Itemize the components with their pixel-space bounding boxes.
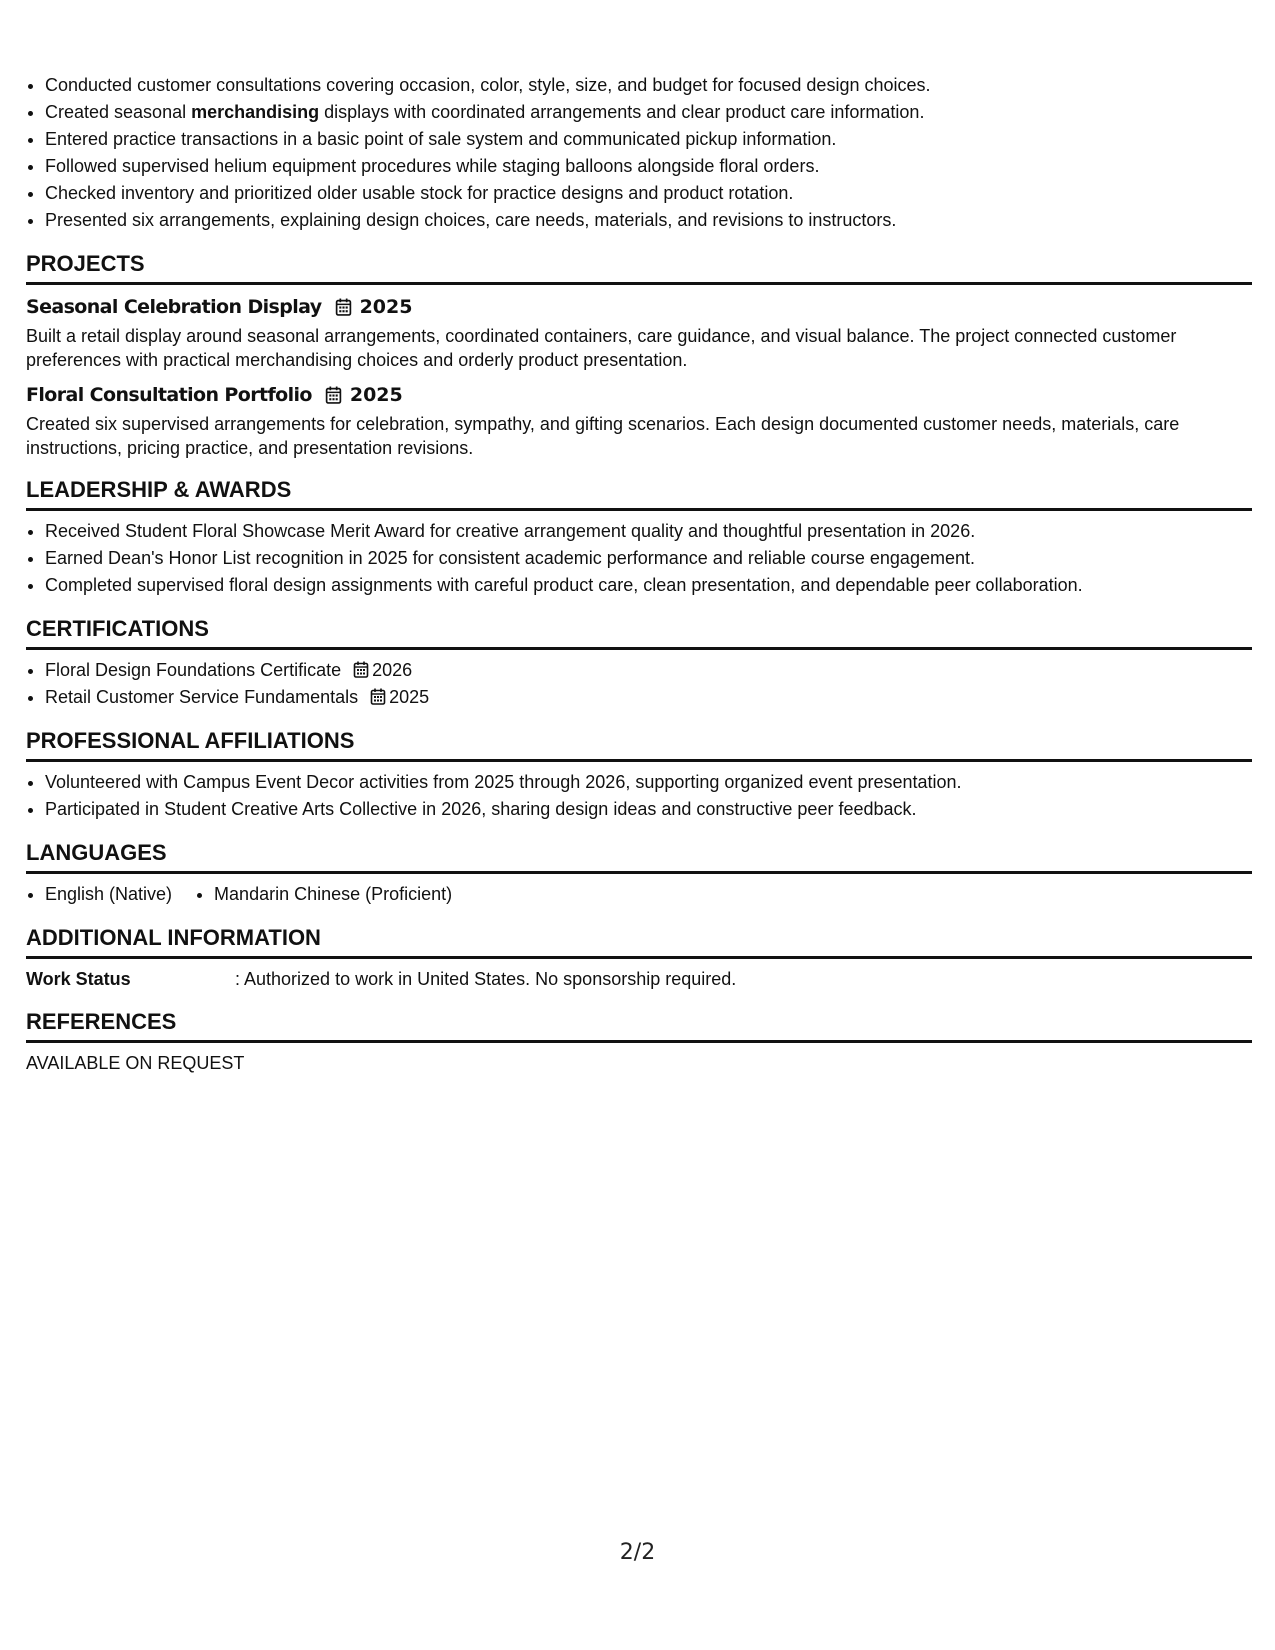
calendar-icon [335, 298, 352, 316]
page-number: 2/2 [619, 1540, 656, 1565]
section-title: LANGUAGES [26, 839, 1252, 874]
certification-year: 2025 [389, 687, 430, 707]
references-section [26, 1008, 1252, 1076]
experience-bullet-list [26, 72, 1252, 234]
certification-year: 2026 [372, 660, 413, 680]
calendar-icon [325, 386, 342, 404]
certification-item [45, 684, 1252, 711]
section-title: REFERENCES [26, 1008, 1252, 1043]
project-description: Created six supervised arrangements for celebration, sympathy, and gifting scenarios. Each design documented customer needs, materials, care instructions, pricing practice, and presentation revisions. [26, 414, 1180, 458]
certifications-section [26, 615, 1252, 711]
additional-info-section [26, 924, 1252, 992]
certification-item [45, 657, 1252, 684]
project-description: Built a retail display around seasonal arrangements, coordinated containers, care guidance, and visual balance. The project connected customer preferences with practical merchandising choices and orderly product presentation. [26, 326, 1177, 370]
leadership-item: • Completed supervised floral design assignments with careful product care, clean presentation, and dependable peer collaboration. [45, 572, 1252, 599]
experience-bullet: • Presented six arrangements, explaining design choices, care needs, materials, and revisions to instructors. [45, 207, 1252, 234]
affiliations-section [26, 727, 1252, 823]
projects-section [26, 250, 1252, 460]
languages-section [26, 839, 1252, 908]
work-status-row [26, 966, 1252, 992]
affiliation-item: • Volunteered with Campus Event Decor activities from 2025 through 2026, supporting organized event presentation. [45, 769, 1252, 796]
section-title: PROJECTS [26, 250, 1252, 285]
experience-bullet: • Checked inventory and prioritized older usable stock for practice designs and product rotation. [45, 180, 1252, 207]
language-item: • Mandarin Chinese (Proficient) [214, 881, 452, 908]
affiliation-item: • Participated in Student Creative Arts Collective in 2026, sharing design ideas and constructive peer feedback. [45, 796, 1252, 823]
affiliation-list [26, 769, 1252, 823]
calendar-icon [370, 688, 386, 705]
project-year: 2025 [349, 384, 403, 406]
leadership-section [26, 476, 1252, 599]
work-status-label: Work Status [26, 969, 131, 989]
leadership-item: • Received Student Floral Showcase Merit Award for creative arrangement quality and thoughtful presentation in 2026. [45, 518, 1252, 545]
section-title: LEADERSHIP & AWARDS [26, 476, 1252, 511]
calendar-icon [353, 661, 369, 678]
project-name: Seasonal Celebration Display [26, 296, 322, 318]
references-text: AVAILABLE ON REQUEST [26, 1053, 245, 1073]
project-name: Floral Consultation Portfolio [26, 384, 312, 406]
experience-bullet: • Entered practice transactions in a basic point of sale system and communicated pickup information. [45, 126, 1252, 153]
project-item [26, 380, 1252, 460]
certification-list [26, 657, 1252, 711]
language-item: • English (Native) [45, 881, 172, 908]
section-title: CERTIFICATIONS [26, 615, 1252, 650]
certification-name: Floral Design Foundations Certificate [45, 660, 342, 680]
leadership-list [26, 518, 1252, 599]
leadership-item: • Earned Dean's Honor List recognition in 2025 for consistent academic performance and reliable course engagement. [45, 545, 1252, 572]
experience-bullet: • Followed supervised helium equipment procedures while staging balloons alongside floral orders. [45, 153, 1252, 180]
work-status-value: : Authorized to work in United States. No sponsorship required. [235, 969, 737, 989]
language-list [26, 881, 1252, 908]
project-year: 2025 [359, 296, 413, 318]
experience-bullet: • Conducted customer consultations covering occasion, color, style, size, and budget for focused design choices. [45, 72, 1252, 99]
resume-page [26, 72, 1252, 1076]
project-item [26, 292, 1252, 372]
section-title: ADDITIONAL INFORMATION [26, 924, 1252, 959]
certification-name: Retail Customer Service Fundamentals [45, 687, 359, 707]
bold-keyword: merchandising [191, 102, 320, 122]
section-title: PROFESSIONAL AFFILIATIONS [26, 727, 1252, 762]
experience-bullet: • Created seasonal merchandising displays with coordinated arrangements and clear product care information. [45, 99, 1252, 126]
